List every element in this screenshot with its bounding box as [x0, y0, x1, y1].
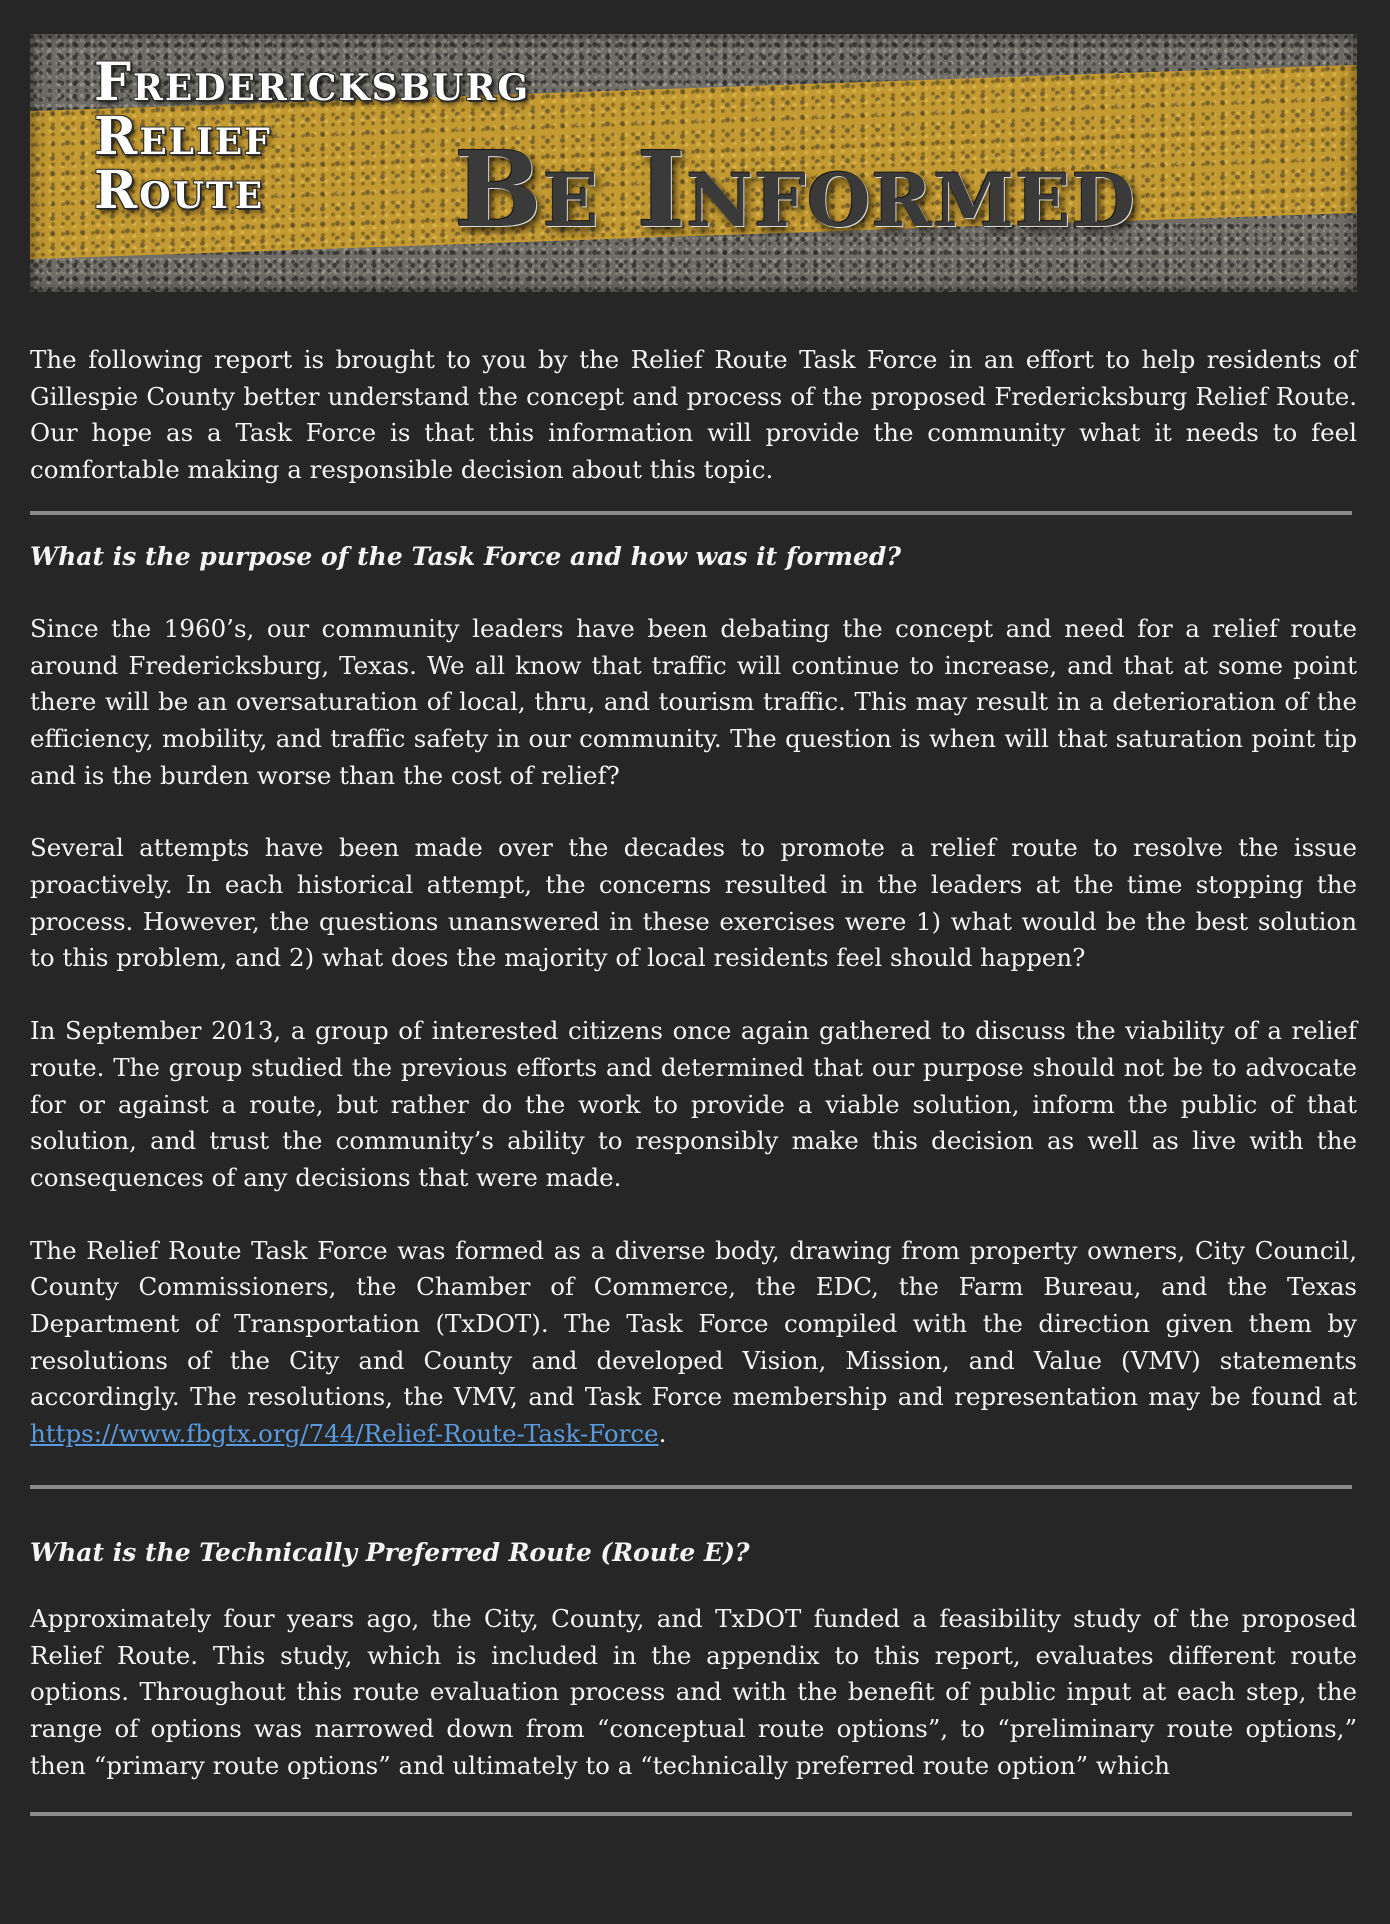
banner-title-line3: Route	[94, 160, 265, 221]
section-divider	[30, 511, 1352, 515]
body-text-end: .	[658, 1419, 667, 1449]
body-paragraph: Approximately four years ago, the City, County, and TxDOT funded a feasibility study of the proposed Relief Route. This study, which is included in the appendix to this report, evaluates different route options. Throughout this route evaluation process and with the benefit of public input at each step, the range of options was narrowed down from “conceptual route options”, to “preliminary route options,” then “primary route options” and ultimately to a “technically preferred route option” which	[30, 1603, 1357, 1780]
body-text: The Relief Route Task Force was formed as a diverse body, drawing from property owners, City Council, County Commissioners, the Chamber of Commerce, the EDC, the Farm Bureau, and the Texas Department of Transportation (TxDOT). The Task Force compiled with the direction given them by resolutions of the City and County and developed Vision, Mission, and Value (VMV) statements accordingly. The resolutions, the VMV, and Task Force membership and representation may be found at	[30, 1235, 1357, 1412]
section-divider	[30, 1485, 1352, 1489]
task-force-link[interactable]: https://www.fbgtx.org/744/Relief-Route-Task-Force	[30, 1419, 659, 1449]
body-paragraph: Several attempts have been made over the decades to promote a relief route to resolve the issue proactively. In each historical attempt, the concerns resulted in the leaders at the time stopping the process. However, the questions unanswered in these exercises were 1) what would be the best solution to this problem, and 2) what does the majority of local residents feel should happen?	[30, 833, 1357, 973]
body-paragraph	[30, 1233, 1357, 1453]
body-paragraph: Since the 1960’s, our community leaders have been debating the concept and need for a relief route around Fredericksburg, Texas. We all know that traffic will continue to increase, and that at some point there will be an oversaturation of local, thru, and tourism traffic. This may result in a deterioration of the efficiency, mobility, and traffic safety in our community. The question is when will that saturation point tip and is the burden worse than the cost of relief?	[30, 613, 1357, 790]
section-question: What is the purpose of the Task Force and how was it formed?	[30, 541, 901, 571]
banner-title-line1: Fredericksburg	[94, 52, 531, 113]
section-question: What is the Technically Preferred Route (Route E)?	[30, 1537, 750, 1567]
banner-tagline: Be Informed	[454, 128, 1136, 251]
header-banner	[30, 34, 1357, 292]
section-divider	[30, 1812, 1352, 1816]
body-paragraph: In September 2013, a group of interested citizens once again gathered to discuss the viability of a relief route. The group studied the previous efforts and determined that our purpose should not be to advocate for or against a route, but rather do the work to provide a viable solution, inform the public of that solution, and trust the community’s ability to responsibly make this decision as well as live with the consequences of any decisions that were made.	[30, 1016, 1357, 1192]
intro-paragraph: The following report is brought to you by the Relief Route Task Force in an effort to help residents of Gillespie County better understand the concept and process of the proposed Fredericksburg Relief Route. Our hope as a Task Force is that this information will provide the community what it needs to feel comfortable making a responsible decision about this topic.	[30, 345, 1357, 485]
report-page	[30, 34, 1357, 1816]
banner-title-line2: Relief	[94, 106, 272, 167]
